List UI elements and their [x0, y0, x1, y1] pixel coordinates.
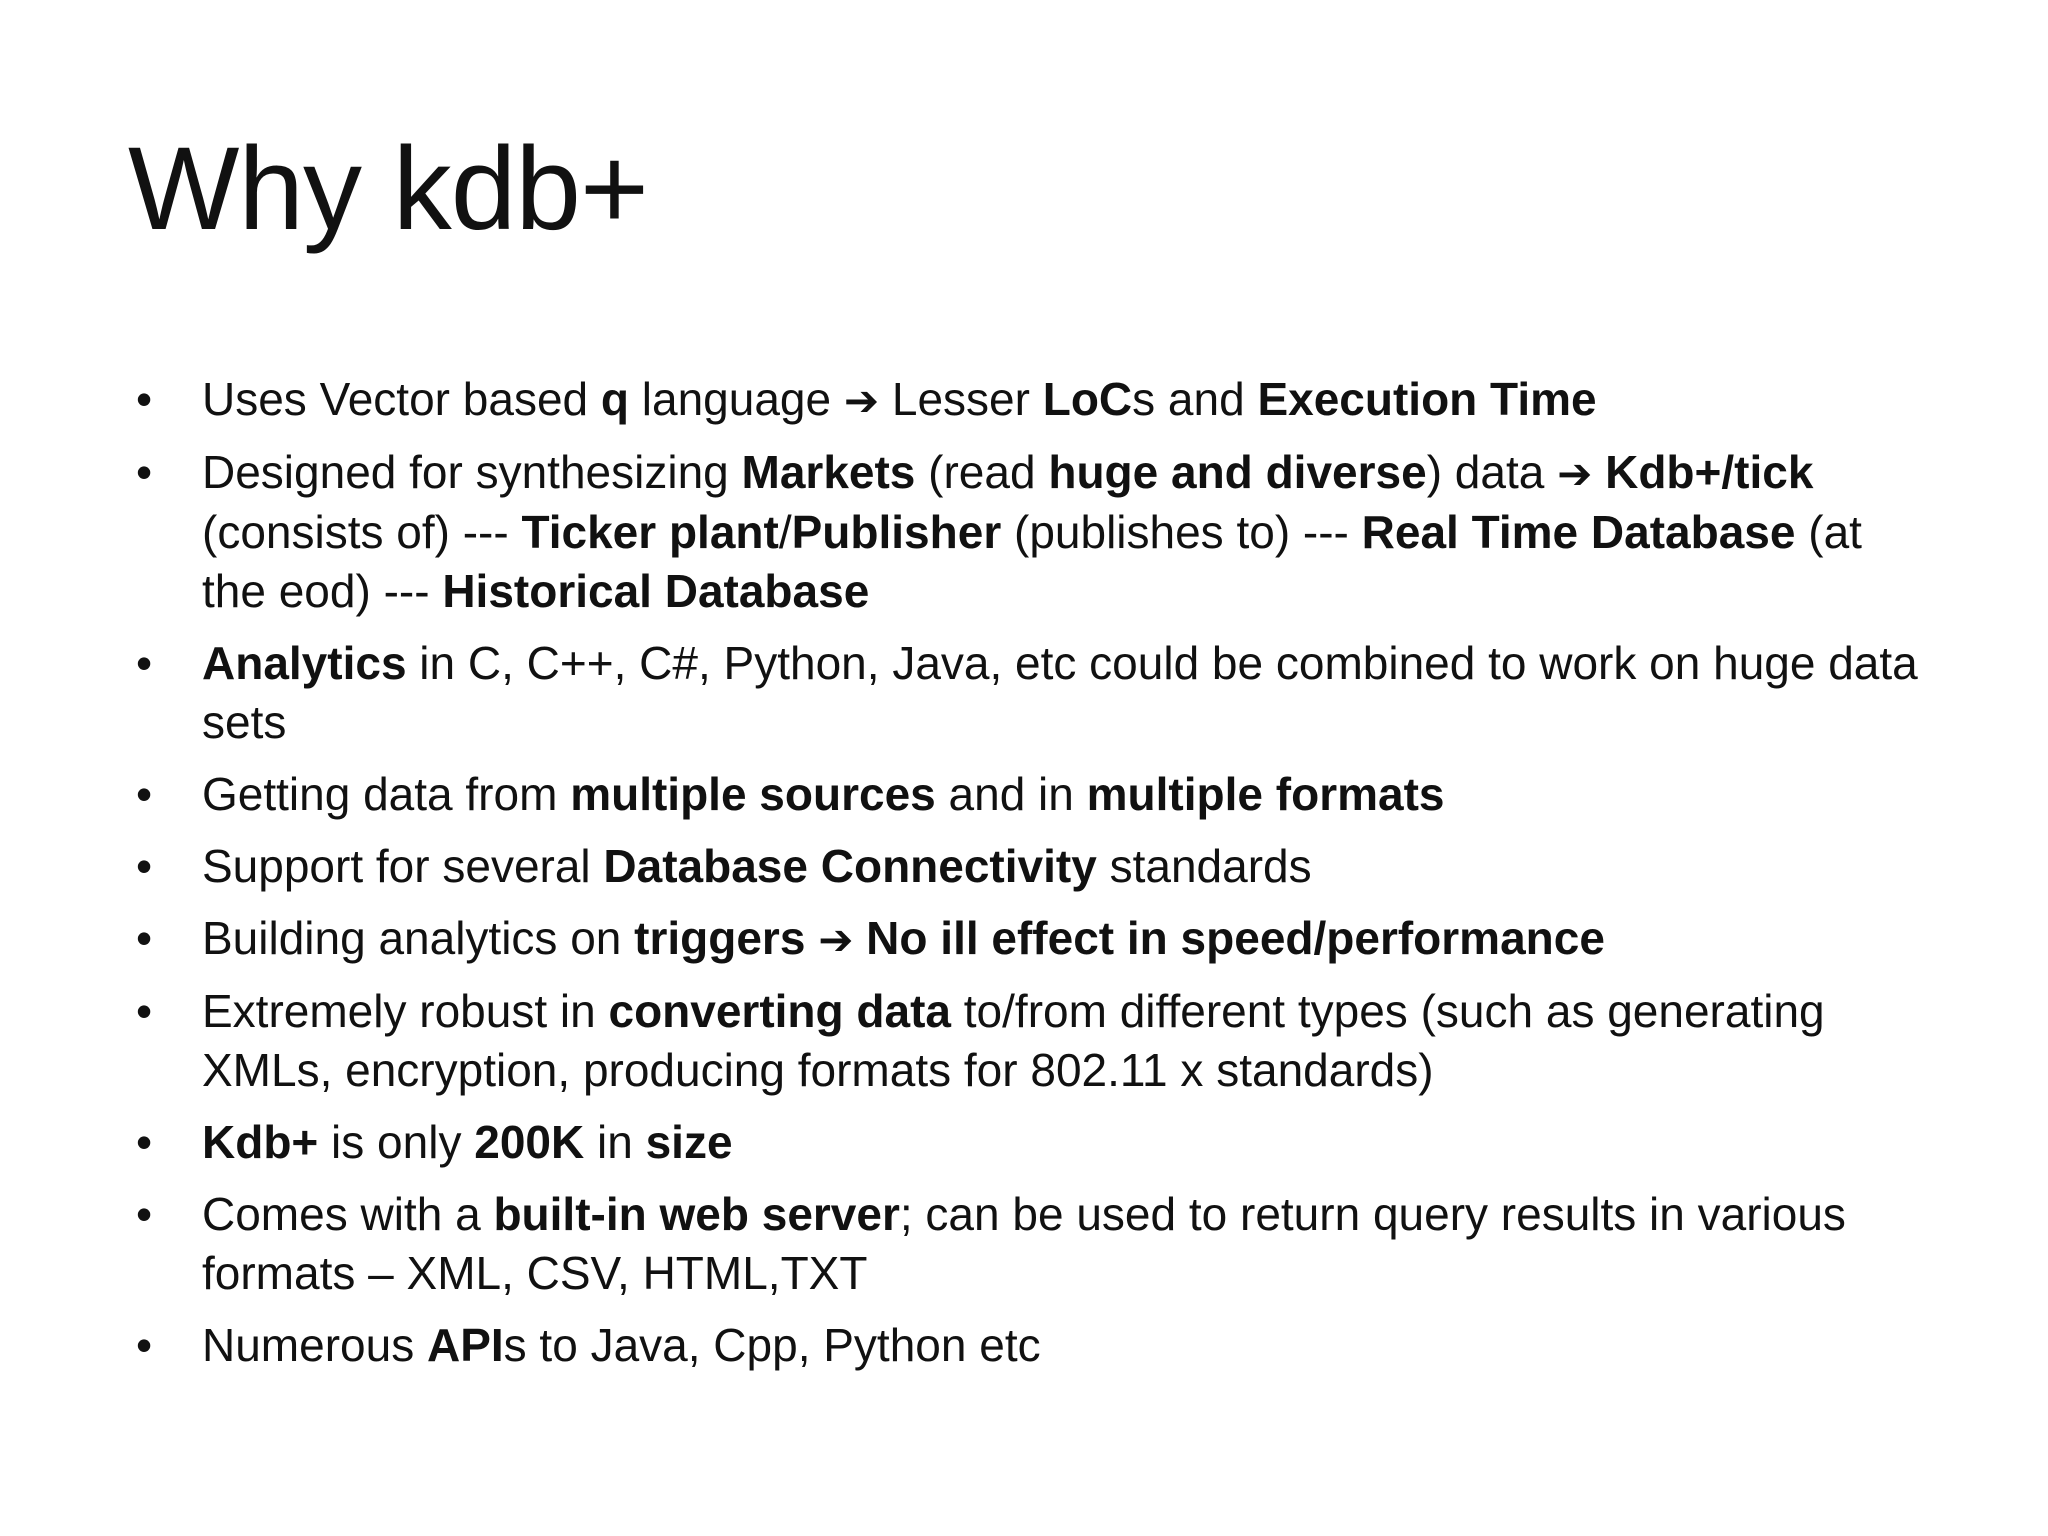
bold-text-segment: Analytics	[202, 637, 407, 689]
text-segment: Getting data from	[202, 768, 571, 820]
bold-text-segment: Real Time Database	[1361, 506, 1796, 558]
bold-text-segment: Publisher	[791, 506, 1002, 558]
bullet-text	[202, 985, 1825, 1096]
text-segment: (consists of) ---	[202, 506, 522, 558]
bullet-item	[118, 370, 1938, 430]
bullet-text	[202, 768, 1444, 820]
bullet-item	[118, 765, 1938, 824]
text-segment: Lesser	[879, 373, 1043, 425]
bullet-dot-icon: •	[135, 373, 153, 425]
bold-text-segment: size	[645, 1116, 733, 1168]
arrow-right-icon: ➔	[1557, 449, 1593, 498]
bullet-dot-icon: •	[135, 1319, 153, 1371]
bullet-dot-icon: •	[135, 768, 153, 820]
bold-text-segment: API	[426, 1319, 504, 1371]
text-segment: (read	[915, 446, 1049, 498]
bullet-dot-icon: •	[135, 1116, 153, 1168]
text-segment: in	[584, 1116, 646, 1168]
text-segment: (publishes to) ---	[1001, 506, 1362, 558]
text-segment: s and	[1132, 373, 1258, 425]
bold-text-segment: Kdb+/tick	[1592, 446, 1814, 498]
bullet-dot-icon: •	[135, 840, 153, 892]
bullet-item	[118, 1316, 1938, 1375]
text-segment: s to Java, Cpp, Python etc	[503, 1319, 1041, 1371]
bullet-dot-icon: •	[135, 912, 153, 964]
text-segment	[805, 912, 818, 964]
text-segment: Extremely robust in	[202, 985, 609, 1037]
bullet-text	[202, 373, 1597, 425]
bullet-item	[118, 1185, 1938, 1303]
bold-text-segment: multiple sources	[570, 768, 936, 820]
bold-text-segment: multiple formats	[1086, 768, 1445, 820]
bullet-item	[118, 909, 1938, 969]
bullet-item	[118, 443, 1938, 621]
text-segment: standards	[1096, 840, 1312, 892]
bold-text-segment: q	[600, 373, 629, 425]
text-segment: language	[629, 373, 844, 425]
bullet-list	[118, 370, 1938, 1388]
bold-text-segment: huge and diverse	[1048, 446, 1427, 498]
text-segment: Comes with a	[202, 1188, 494, 1240]
slide-title: Why kdb+	[128, 123, 648, 255]
bullet-item	[118, 634, 1938, 752]
bold-text-segment: Historical Database	[442, 565, 870, 617]
text-segment: Support for several	[202, 840, 604, 892]
bullet-text	[202, 912, 1605, 964]
bullet-dot-icon: •	[135, 1188, 153, 1240]
bold-text-segment: No ill effect in speed/performance	[853, 912, 1605, 964]
bold-text-segment: LoC	[1042, 373, 1133, 425]
bullet-item	[118, 982, 1938, 1100]
bold-text-segment: Kdb+	[202, 1116, 319, 1168]
text-segment: Designed for synthesizing	[202, 446, 742, 498]
bullet-text	[202, 1188, 1846, 1299]
text-segment: Numerous	[202, 1319, 427, 1371]
bullet-text	[202, 1319, 1041, 1371]
text-segment: (at the eod) ---	[202, 506, 1862, 617]
text-segment: is only	[318, 1116, 475, 1168]
bold-text-segment: Ticker plant	[521, 506, 779, 558]
bullet-text	[202, 446, 1862, 617]
text-segment: in C, C++, C#, Python, Java, etc could be combined to work on huge data sets	[202, 637, 1918, 748]
bold-text-segment: Database Connectivity	[603, 840, 1097, 892]
arrow-right-icon: ➔	[843, 376, 880, 425]
text-segment: /	[778, 506, 792, 558]
bold-text-segment: Execution Time	[1257, 373, 1597, 425]
bullet-dot-icon: •	[135, 446, 153, 498]
bullet-text	[202, 840, 1312, 892]
bullet-item	[118, 1113, 1938, 1172]
text-segment: and in	[935, 768, 1087, 820]
bold-text-segment: 200K	[474, 1116, 585, 1168]
bullet-text	[202, 637, 1918, 748]
bold-text-segment: Markets	[741, 446, 916, 498]
bullet-dot-icon: •	[135, 985, 153, 1037]
text-segment: Building analytics on	[202, 912, 635, 964]
text-segment: to/from different types (such as generating XMLs, encryption, producing formats for 802.11 x standards)	[202, 985, 1825, 1096]
text-segment: ) data	[1426, 446, 1558, 498]
bullet-dot-icon: •	[135, 637, 153, 689]
bullet-item	[118, 837, 1938, 896]
bold-text-segment: triggers	[634, 912, 806, 964]
text-segment: ; can be used to return query results in various formats – XML, CSV, HTML,TXT	[202, 1188, 1846, 1299]
bullet-text	[202, 1116, 733, 1168]
bold-text-segment: built-in web server	[493, 1188, 900, 1240]
text-segment: Uses Vector based	[202, 373, 601, 425]
bold-text-segment: converting data	[608, 985, 951, 1037]
arrow-right-icon: ➔	[818, 915, 854, 964]
